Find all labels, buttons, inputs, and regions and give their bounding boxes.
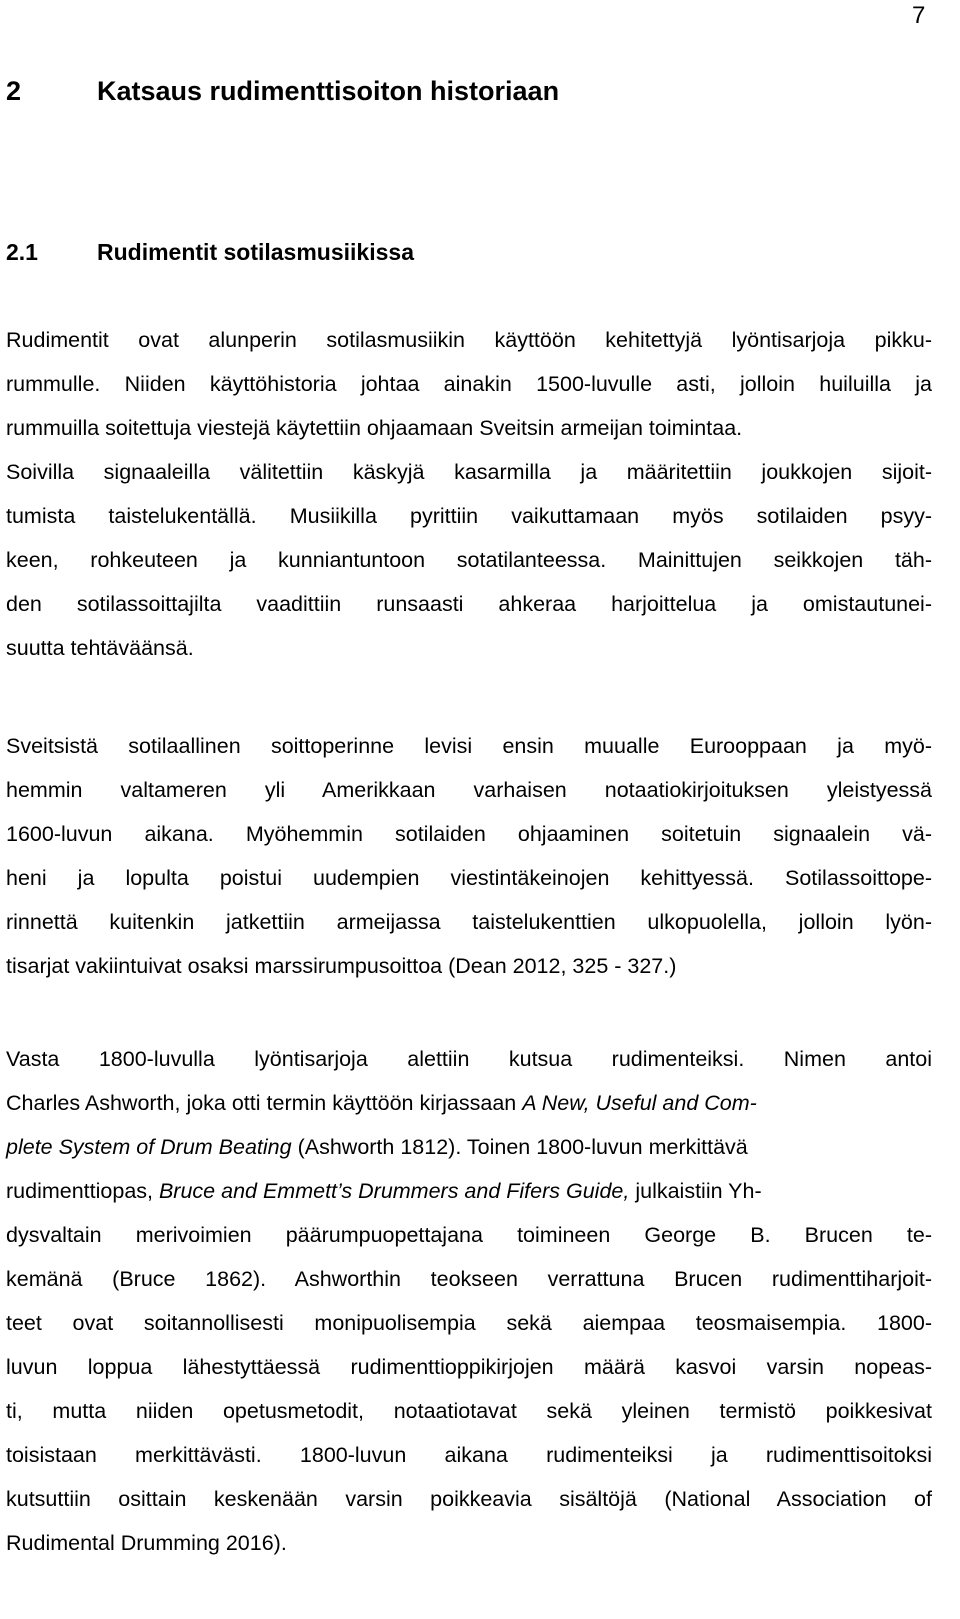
text-line xyxy=(6,1169,932,1213)
paragraph-2 xyxy=(6,724,932,988)
text-line: teet ovat soitannollisesti monipuolisempia sekä aiempaa teosmaisempia. 1800- xyxy=(6,1311,932,1335)
text-line: keen, rohkeuteen ja kunniantuntoon sotatilanteessa. Mainittujen seikkojen täh- xyxy=(6,548,932,572)
text-line: luvun loppua lähestyttäessä rudimenttioppikirjojen määrä kasvoi varsin nopeas- xyxy=(6,1355,932,1379)
text-line: toisistaan merkittävästi. 1800-luvun aikana rudimenteiksi ja rudimenttisoitoksi xyxy=(6,1443,932,1467)
text-line: Sveitsistä sotilaallinen soittoperinne levisi ensin muualle Eurooppaan ja myö- xyxy=(6,734,932,758)
text-line: Soivilla signaaleilla välitettiin käskyjä kasarmilla ja määritettiin joukkojen sijoit- xyxy=(6,460,932,484)
text-line: Vasta 1800-luvulla lyöntisarjoja alettiin kutsua rudimenteiksi. Nimen antoi xyxy=(6,1047,932,1071)
text-line: tisarjat vakiintuivat osaksi marssirumpusoittoa (Dean 2012, 325 - 327.) xyxy=(6,954,677,978)
page-number: 7 xyxy=(912,2,926,29)
section-title: Rudimentit sotilasmusiikissa xyxy=(97,239,414,265)
text-line: kutsuttiin osittain keskenään varsin poikkeavia sisältöjä (National Association of xyxy=(6,1487,932,1511)
text-run: Charles Ashworth, joka otti termin käyttöön kirjassaan xyxy=(6,1091,523,1115)
text-line: heni ja lopulta poistui uudempien viestintäkeinojen kehittyessä. Sotilassoittope- xyxy=(6,866,932,890)
text-line: 1600-luvun aikana. Myöhemmin sotilaiden ohjaaminen soitetuin signaalein vä- xyxy=(6,822,932,846)
book-title-ashworth: A New, Useful and Com- xyxy=(522,1091,757,1115)
text-run: julkaistiin Yh- xyxy=(629,1179,762,1203)
text-line: rinnettä kuitenkin jatkettiin armeijassa taistelukenttien ulkopuolella, jolloin lyön- xyxy=(6,910,932,934)
text-line: hemmin valtameren yli Amerikkaan varhaisen notaatiokirjoituksen yleistyessä xyxy=(6,778,932,802)
text-line: Rudimental Drumming 2016). xyxy=(6,1531,287,1555)
text-line: Rudimentit ovat alunperin sotilasmusiikin käyttöön kehitettyjä lyöntisarjoja pikku- xyxy=(6,328,932,352)
section-heading xyxy=(6,239,414,266)
text-line: rummuilla soitettuja viestejä käytettiin ohjaamaan Sveitsin armeijan toimintaa. xyxy=(6,416,743,440)
text-line: tumista taistelukentällä. Musiikilla pyrittiin vaikuttamaan myös sotilaiden psyy- xyxy=(6,504,932,528)
book-title-bruce: Bruce and Emmett’s Drummers and Fifers Guide, xyxy=(158,1179,630,1203)
text-run: (Ashworth 1812). Toinen 1800-luvun merkittävä xyxy=(291,1135,748,1159)
text-line: rummulle. Niiden käyttöhistoria johtaa ainakin 1500-luvulle asti, jolloin huiluilla ja xyxy=(6,372,932,396)
chapter-title: Katsaus rudimenttisoiton historiaan xyxy=(97,76,560,106)
text-line: dysvaltain merivoimien päärumpuopettajana toimineen George B. Brucen te- xyxy=(6,1223,932,1247)
text-run: rudimenttiopas, xyxy=(6,1179,159,1203)
chapter-heading xyxy=(6,76,559,107)
text-line: kemänä (Bruce 1862). Ashworthin teokseen verrattuna Brucen rudimenttiharjoit- xyxy=(6,1267,932,1291)
book-title-ashworth-cont: plete System of Drum Beating xyxy=(6,1135,292,1159)
section-number: 2.1 xyxy=(6,239,38,265)
text-line xyxy=(6,1125,932,1169)
chapter-number: 2 xyxy=(6,76,22,106)
text-line: den sotilassoittajilta vaadittiin runsaasti ahkeraa harjoittelua ja omistautunei- xyxy=(6,592,932,616)
text-line xyxy=(6,1081,932,1125)
text-line: suutta tehtäväänsä. xyxy=(6,636,194,660)
paragraph-1 xyxy=(6,318,932,670)
text-line: ti, mutta niiden opetusmetodit, notaatiotavat sekä yleinen termistö poikkesivat xyxy=(6,1399,932,1423)
paragraph-3 xyxy=(6,1037,932,1565)
